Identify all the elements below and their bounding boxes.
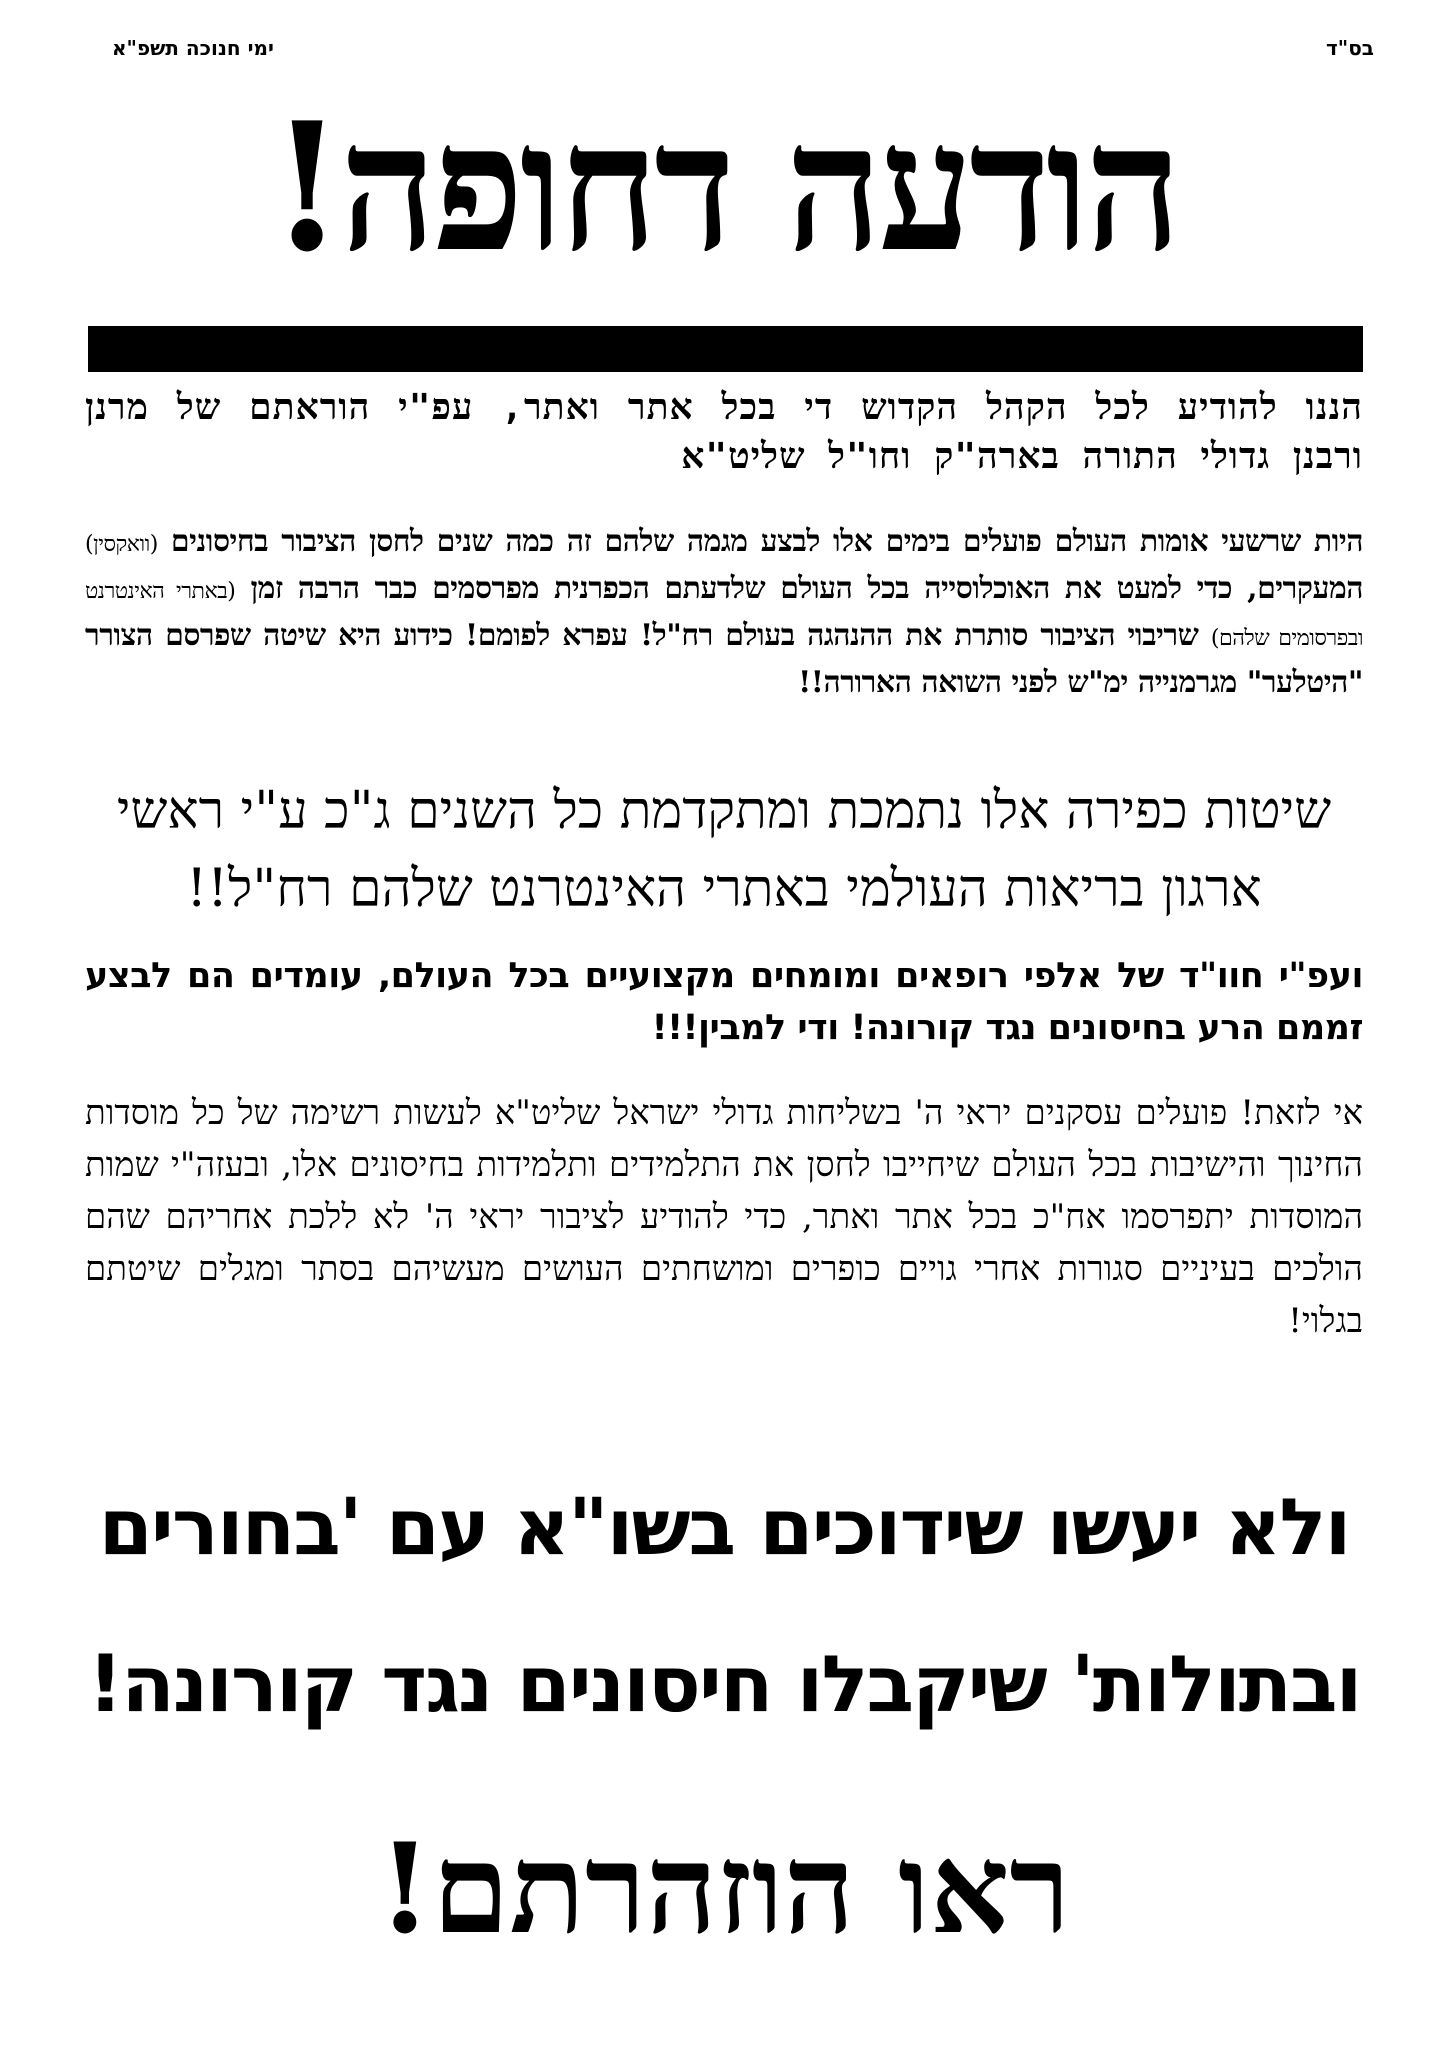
paragraph-1-note-2: (באתרי האינטרנט ובפרסומים שלהם) — [85, 579, 1363, 651]
date-label: ימי חנוכה תשפ"א — [112, 36, 274, 60]
intro-text: הננו להודיע לכל הקהל הקדוש די בכל אתר ואתר, עפ"י הוראתם של מרנן ורבנן גדולי התורה בארה"ק וחו"ל שליט"א — [85, 387, 1363, 477]
paragraph-2: ועפ"י חוו"ד של אלפי רופאים ומומחים מקצועיים בכל העולם, עומדים הם לבצע זממם הרע בחיסונים נגד קורונה! ודי למבין!!! — [85, 956, 1363, 1048]
black-divider-bar — [88, 326, 1363, 372]
paragraph-3: אי לזאת! פועלים עסקנים יראי ה' בשליחות גדולי ישראל שליט"א לעשות רשימה של כל מוסדות החינוך והישיבות בכל העולם שיחייבו לחסן את התלמידים ותלמידות בחיסונים אלו, ובעזה"י שמות המוסדות יתפרסמו אח"כ בכל אתר ואתר, כדי להודיע לציבור יראי ה' לא ללכת אחריהם שהם הולכים בעיניים סגורות אחרי גויים כופרים ומושחתים העושים מעשיהם בסתר ומגלים שיטתם בגלוי! — [85, 1093, 1363, 1341]
paragraph-1 — [85, 520, 1363, 705]
paragraph-1-part-1: היות שרשעי אומות העולם פועלים בימים אלו לבצע מגמה שלהם זה כמה שנים לחסן הציבור בחיסונים — [170, 524, 1363, 559]
headline: הודעה דחופה! — [270, 83, 1178, 291]
paragraph-1-part-2: המעקרים, כדי למעט את האוכלוסייה בכל העולם שלדעתם הכפרנית מפרסמים כבר הרבה זמן — [250, 571, 1363, 606]
warning-statement: ולא יעשו שידוכים בשו"א עם 'בחורים ובתולות' שיקבלו חיסונים נגד קורונה! — [87, 1483, 1361, 1730]
paragraph-1-part-3: שריבוי הציבור סותרת את ההנהגה בעולם רח"ל! עפרא לפומם! כידוע היא שיטה שפרסם הצורר "היטלער" מגרמנייה ימ"ש לפני השואה הארורה!! — [85, 618, 1363, 700]
paragraph-1-note-1: (וואקסין) — [85, 532, 158, 557]
big-statement: שיטות כפירה אלו נתמכת ומתקדמת כל השנים ג"כ ע"י ראשי ארגון בריאות העולמי באתרי האינטרנט שלהם רח"ל!! — [116, 781, 1332, 919]
footer-call: ראו הוזהרתם! — [377, 1817, 1071, 1962]
bsd-label: בס"ד — [1326, 36, 1374, 60]
